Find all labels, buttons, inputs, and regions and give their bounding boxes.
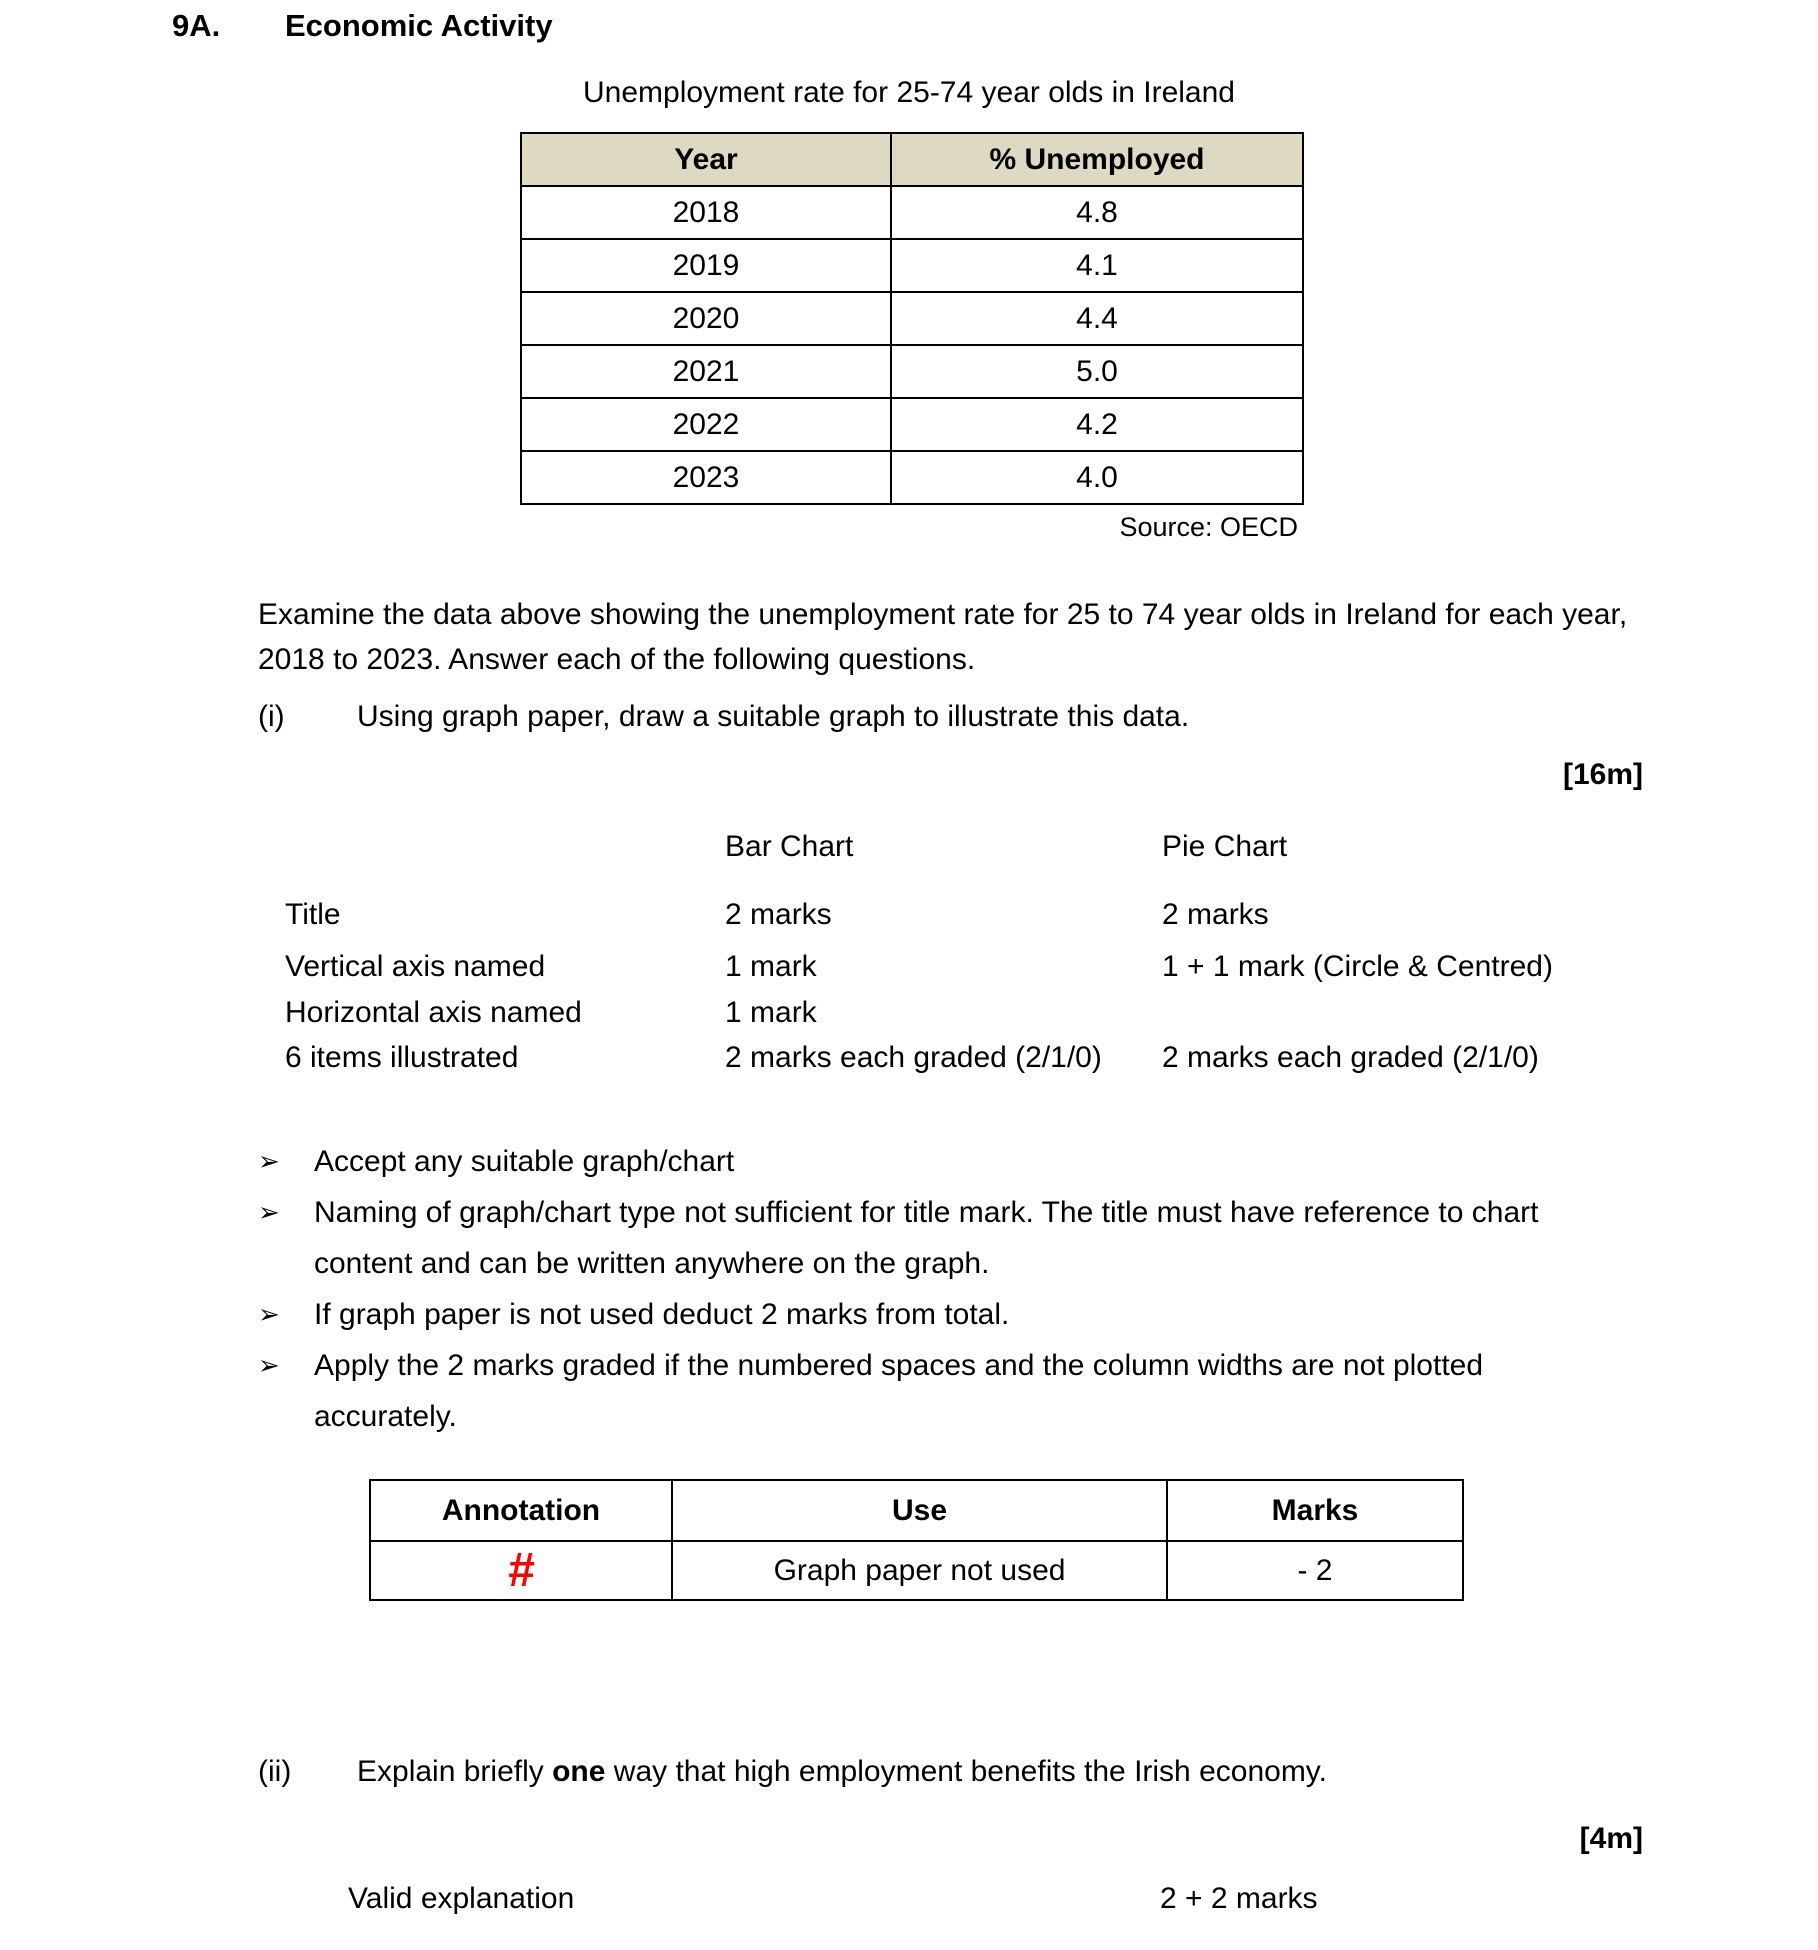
annotation-cell bbox=[370, 1541, 672, 1600]
bar-chart-header: Bar Chart bbox=[725, 830, 854, 863]
table-header-row bbox=[521, 133, 1303, 186]
arrow-bullet-icon: ➢ bbox=[258, 1299, 280, 1329]
value-cell: 4.4 bbox=[891, 292, 1303, 345]
marking-notes bbox=[258, 1136, 1610, 1442]
annotation-header: Annotation bbox=[370, 1480, 672, 1541]
list-item bbox=[258, 1340, 1610, 1442]
pie-marks: 2 marks bbox=[1162, 898, 1269, 931]
table-row bbox=[521, 345, 1303, 398]
question-i-marks: [16m] bbox=[1562, 758, 1643, 791]
marks-grid-header bbox=[285, 830, 1645, 864]
scheme-marks: 2 + 2 marks bbox=[1160, 1882, 1318, 1915]
intro-paragraph: Examine the data above showing the unemployment rate for 25 to 74 year olds in Ireland for each year, 2018 to 2023. Answer each of the following questions. bbox=[258, 598, 1628, 676]
marks-header: Marks bbox=[1167, 1480, 1463, 1541]
arrow-bullet-icon: ➢ bbox=[258, 1350, 280, 1380]
year-column-header: Year bbox=[521, 133, 891, 186]
bar-marks: 2 marks each graded (2/1/0) bbox=[725, 1041, 1102, 1074]
section-number: 9A. bbox=[172, 8, 221, 43]
hash-annotation-icon: # bbox=[507, 1543, 535, 1597]
question-i bbox=[258, 700, 1189, 734]
table-header-row bbox=[370, 1480, 1463, 1541]
year-cell: 2022 bbox=[521, 398, 891, 451]
question-i-text: Using graph paper, draw a suitable graph to illustrate this data. bbox=[357, 700, 1190, 733]
table-row bbox=[521, 292, 1303, 345]
value-cell: 4.1 bbox=[891, 239, 1303, 292]
arrow-bullet-icon: ➢ bbox=[258, 1146, 280, 1176]
criterion-label: 6 items illustrated bbox=[285, 1041, 519, 1074]
marks-grid-row bbox=[285, 898, 1645, 932]
table-row bbox=[521, 398, 1303, 451]
year-cell: 2020 bbox=[521, 292, 891, 345]
pie-chart-header: Pie Chart bbox=[1162, 830, 1288, 863]
year-cell: 2018 bbox=[521, 186, 891, 239]
question-ii bbox=[258, 1755, 1650, 1789]
empty-cell bbox=[285, 830, 725, 864]
value-cell: 4.2 bbox=[891, 398, 1303, 451]
section-title: Economic Activity bbox=[285, 8, 553, 43]
question-i-label: (i) bbox=[258, 700, 285, 733]
criterion-label: Vertical axis named bbox=[285, 950, 546, 983]
year-cell: 2019 bbox=[521, 239, 891, 292]
bold-word: one bbox=[552, 1755, 606, 1788]
pie-marks: 1 + 1 mark (Circle & Centred) bbox=[1162, 950, 1553, 983]
year-cell: 2021 bbox=[521, 345, 891, 398]
note-text: If graph paper is not used deduct 2 marks from total. bbox=[314, 1298, 1010, 1331]
pie-marks bbox=[1162, 996, 1645, 1030]
section-heading bbox=[172, 8, 553, 44]
list-item bbox=[258, 1136, 1610, 1187]
table-row bbox=[521, 186, 1303, 239]
year-cell: 2023 bbox=[521, 451, 891, 504]
table-row bbox=[521, 239, 1303, 292]
use-header: Use bbox=[672, 1480, 1167, 1541]
marks-grid-row bbox=[285, 996, 1645, 1030]
annotation-table bbox=[369, 1479, 1464, 1601]
criterion-label: Horizontal axis named bbox=[285, 996, 582, 1029]
marks-grid-row bbox=[285, 950, 1645, 984]
note-text: Apply the 2 marks graded if the numbered spaces and the column widths are not plotted accurately. bbox=[314, 1349, 1484, 1433]
unemployed-column-header: % Unemployed bbox=[891, 133, 1303, 186]
value-cell: 4.0 bbox=[891, 451, 1303, 504]
marks-grid-row bbox=[285, 1041, 1645, 1075]
use-cell: Graph paper not used bbox=[672, 1541, 1167, 1600]
table-row bbox=[521, 451, 1303, 504]
scheme-item: Valid explanation bbox=[348, 1882, 575, 1915]
note-text: Accept any suitable graph/chart bbox=[314, 1145, 735, 1178]
pie-marks: 2 marks each graded (2/1/0) bbox=[1162, 1041, 1539, 1074]
arrow-bullet-icon: ➢ bbox=[258, 1197, 280, 1227]
list-item bbox=[258, 1289, 1610, 1340]
question-ii-text: Explain briefly one way that high employment benefits the Irish economy. bbox=[357, 1755, 1327, 1788]
bar-marks: 1 mark bbox=[725, 996, 817, 1029]
data-table-title: Unemployment rate for 25-74 year olds in Ireland bbox=[582, 76, 1235, 109]
list-item bbox=[258, 1187, 1610, 1289]
source-caption: Source: OECD bbox=[1119, 512, 1298, 542]
value-cell: 5.0 bbox=[891, 345, 1303, 398]
criterion-label: Title bbox=[285, 898, 341, 931]
note-text: Naming of graph/chart type not sufficient for title mark. The title must have reference to chart content and can be written anywhere on the graph. bbox=[314, 1196, 1539, 1280]
question-ii-marks: [4m] bbox=[1579, 1822, 1643, 1855]
value-cell: 4.8 bbox=[891, 186, 1303, 239]
table-row bbox=[370, 1541, 1463, 1600]
question-ii-label: (ii) bbox=[258, 1755, 292, 1788]
unemployment-table bbox=[520, 132, 1304, 505]
bar-marks: 1 mark bbox=[725, 950, 817, 983]
marks-cell: - 2 bbox=[1167, 1541, 1463, 1600]
bar-marks: 2 marks bbox=[725, 898, 832, 931]
